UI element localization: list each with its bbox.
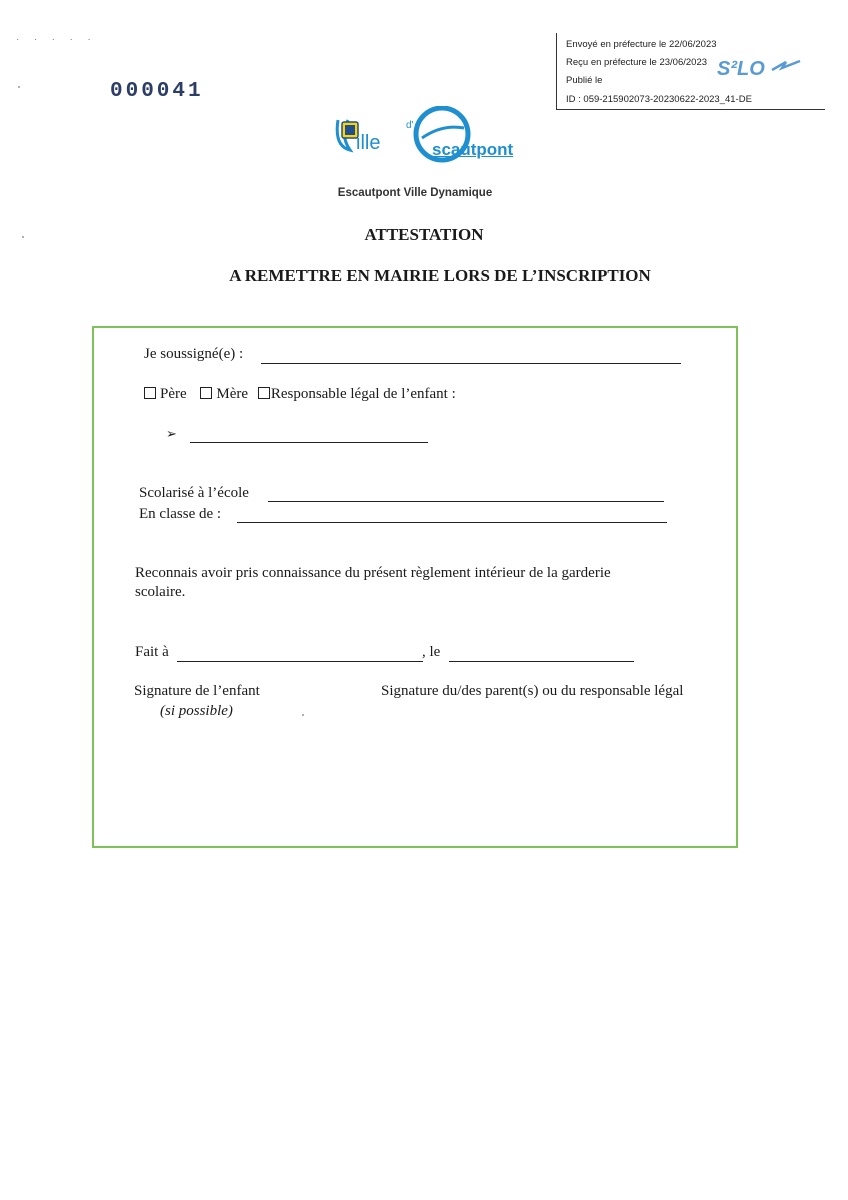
date-label: , le: [422, 644, 441, 660]
signature-child-note: (si possible): [160, 703, 233, 719]
s2lo-arrows-icon: [770, 59, 804, 73]
stamp-id: ID : 059-215902073-20230622-2023_41-DE: [566, 94, 752, 105]
reconnais-line-2: scolaire.: [135, 584, 186, 600]
checkbox-mere-box[interactable]: [200, 387, 212, 399]
page-subtitle: A REMETTRE EN MAIRIE LORS DE L’INSCRIPTION: [229, 266, 651, 285]
fait-a-field[interactable]: [177, 661, 423, 662]
checkbox-pere[interactable]: [144, 386, 187, 402]
arrow-bullet-icon: ➢: [166, 426, 177, 441]
logo-d-text: d': [406, 120, 414, 131]
checkbox-responsable-label: Responsable légal de l’enfant :: [270, 386, 456, 402]
fait-a-label: Fait à: [135, 644, 169, 660]
logo-ville-text: ille: [356, 132, 381, 154]
s2lo-logo-text: S²LO: [717, 58, 765, 80]
classe-label: En classe de :: [139, 506, 222, 522]
scan-speck: [18, 86, 20, 88]
stamp-received: Reçu en préfecture le 23/06/2023: [566, 57, 708, 68]
relation-options: [144, 386, 456, 403]
soussigne-field[interactable]: [261, 363, 681, 364]
ecole-field[interactable]: [268, 501, 664, 502]
checkbox-mere-label: Mère: [216, 386, 249, 402]
checkbox-responsable-box[interactable]: [258, 387, 270, 399]
checkbox-mere[interactable]: [200, 386, 248, 402]
classe-field[interactable]: [237, 522, 667, 523]
page-title: ATTESTATION: [364, 225, 484, 244]
logo-escautpont-text: scautpont: [432, 140, 514, 159]
checkbox-pere-label: Père: [160, 386, 187, 402]
ville-escautpont-logo: [330, 106, 514, 170]
attestation-form-frame: [92, 326, 738, 848]
reconnais-line-1: Reconnais avoir pris connaissance du présent règlement intérieur de la garderie: [135, 565, 611, 581]
checkbox-responsable[interactable]: [258, 386, 456, 402]
child-name-field[interactable]: [190, 442, 428, 443]
soussigne-label: Je soussigné(e) :: [144, 346, 244, 362]
signature-parent-label: Signature du/des parent(s) ou du responsable légal: [381, 683, 684, 699]
stamp-sent: Envoyé en préfecture le 22/06/2023: [566, 39, 717, 50]
document-number: 000041: [110, 80, 204, 103]
signature-child-label: Signature de l’enfant: [134, 683, 260, 699]
s2lo-logo: [717, 58, 804, 81]
checkbox-pere-box[interactable]: [144, 387, 156, 399]
ecole-label: Scolarisé à l’école: [139, 485, 249, 501]
scan-specks: ˙ ˙ ˙ ˙ ˙: [16, 38, 97, 49]
stamp-published: Publié le: [566, 75, 603, 86]
tagline: Escautpont Ville Dynamique: [337, 187, 493, 199]
date-field[interactable]: [449, 661, 634, 662]
